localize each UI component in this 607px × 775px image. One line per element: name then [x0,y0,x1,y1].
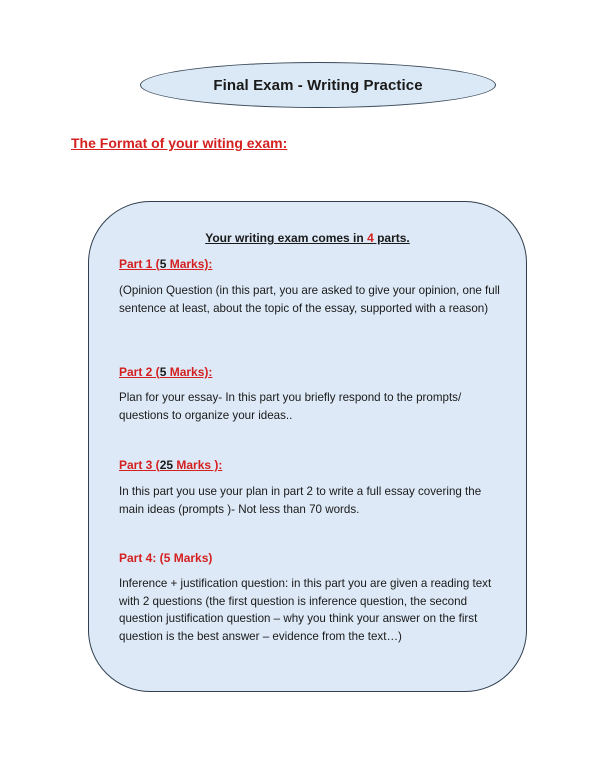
part-3-label-start: Part 3 ( [119,458,160,472]
intro-text-end: parts. [373,231,410,245]
part-1-heading [119,257,212,271]
part-1-description: (Opinion Question (in this part, you are asked to give your opinion, one full sentence at least, about the topic of the essay, supported with a reason) [119,284,500,315]
title-banner [140,62,496,108]
part-4-description: Inference + justification question: in this part you are given a reading text with 2 questions (the first question is inference question, the second question justification question – why you think your answer on the first question is the best answer – evidence from the text…) [119,577,492,643]
part-1-label-end: Marks): [166,257,213,271]
parts-count: 4 [367,231,374,245]
part-3-marks: 25 [159,458,174,472]
part-2-description: Plan for your essay- In this part you briefly respond to the prompts/ questions to organize your ideas.. [119,391,462,422]
part-2-label-end: Marks): [166,365,213,379]
part-2-label-start: Part 2 ( [119,365,160,379]
part-1-label-start: Part 1 ( [119,257,160,271]
part-2-heading [119,365,212,379]
part-4-label-end: Marks) [170,551,213,565]
part-4-marks: 5 [163,551,171,565]
part-1-marks: 5 [159,257,167,271]
part-3-heading [119,458,222,472]
format-heading: The Format of your witing exam: [71,135,288,151]
part-3-description: In this part you use your plan in part 2 to write a full essay covering the main ideas (prompts )- Not less than 70 words. [119,485,482,516]
part-3-label-end: Marks ): [173,458,223,472]
page-title: Final Exam - Writing Practice [213,76,423,94]
exam-format-box [88,201,527,692]
exam-parts-intro [89,231,526,245]
part-2-marks: 5 [159,365,167,379]
part-4-label-start: Part 4: ( [119,551,164,565]
intro-text-start: Your writing exam comes in [205,231,368,245]
part-4-heading [119,551,212,565]
